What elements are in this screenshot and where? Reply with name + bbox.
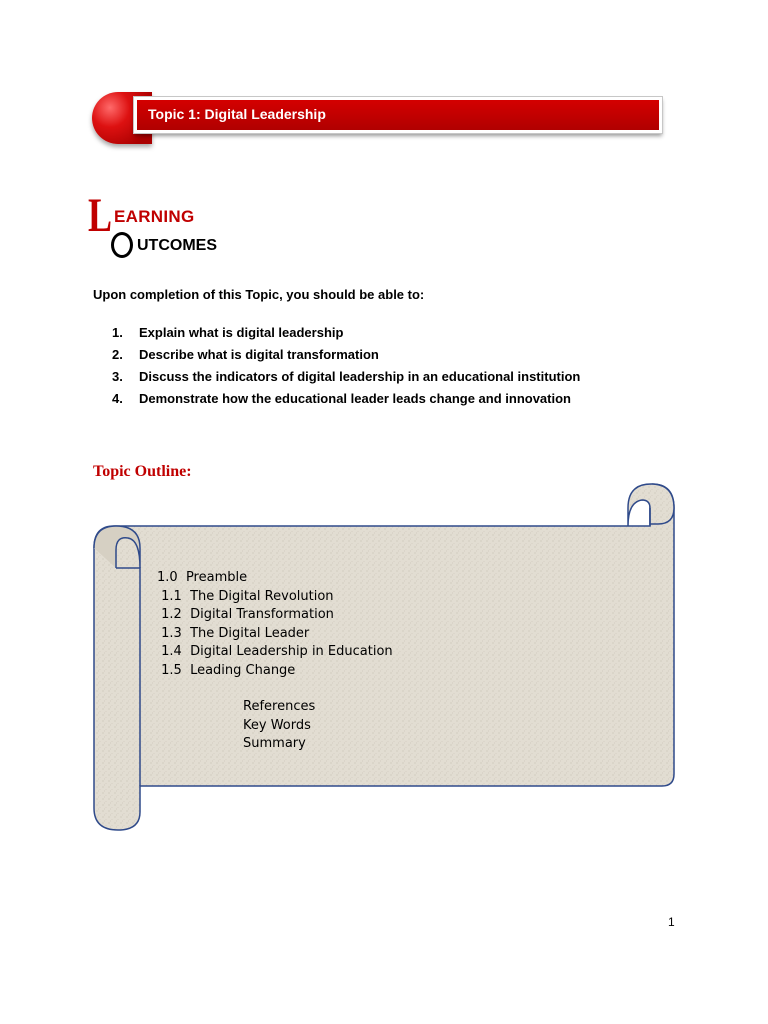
outcomes-word: UTCOMES bbox=[137, 237, 217, 254]
list-item: 1.0 Preamble bbox=[157, 570, 248, 585]
topic-banner bbox=[92, 92, 666, 144]
list-item: 2. Describe what is digital transformation bbox=[112, 347, 379, 362]
list-item: References bbox=[243, 699, 316, 714]
learning-letter-l: L bbox=[88, 189, 113, 242]
outcomes-list bbox=[112, 322, 580, 410]
list-item: Summary bbox=[243, 736, 306, 752]
list-item: 1.3 The Digital Leader bbox=[157, 625, 310, 641]
list-item: 4. Demonstrate how the educational leader leads change and innovation bbox=[112, 391, 571, 406]
outcomes-letter-o-circle bbox=[111, 232, 133, 258]
outline-extras bbox=[243, 698, 315, 754]
page-number: 1 bbox=[668, 915, 675, 929]
topic-outline-heading: Topic Outline: bbox=[93, 463, 192, 480]
list-item: 1.2 Digital Transformation bbox=[157, 607, 334, 623]
list-item: 1.1 The Digital Revolution bbox=[157, 588, 334, 604]
list-item: 3. Discuss the indicators of digital leadership in an educational institution bbox=[112, 369, 581, 384]
list-item: 1.5 Leading Change bbox=[157, 662, 296, 678]
outcomes-intro: Upon completion of this Topic, you should be able to: bbox=[93, 287, 425, 302]
list-item: 1. Explain what is digital leadership bbox=[112, 325, 344, 340]
topic-outline-list bbox=[157, 569, 393, 681]
topic-title: Topic 1: Digital Leadership bbox=[148, 106, 326, 122]
list-item: Key Words bbox=[243, 717, 311, 733]
learning-word: EARNING bbox=[114, 207, 195, 226]
list-item: 1.4 Digital Leadership in Education bbox=[157, 644, 393, 660]
